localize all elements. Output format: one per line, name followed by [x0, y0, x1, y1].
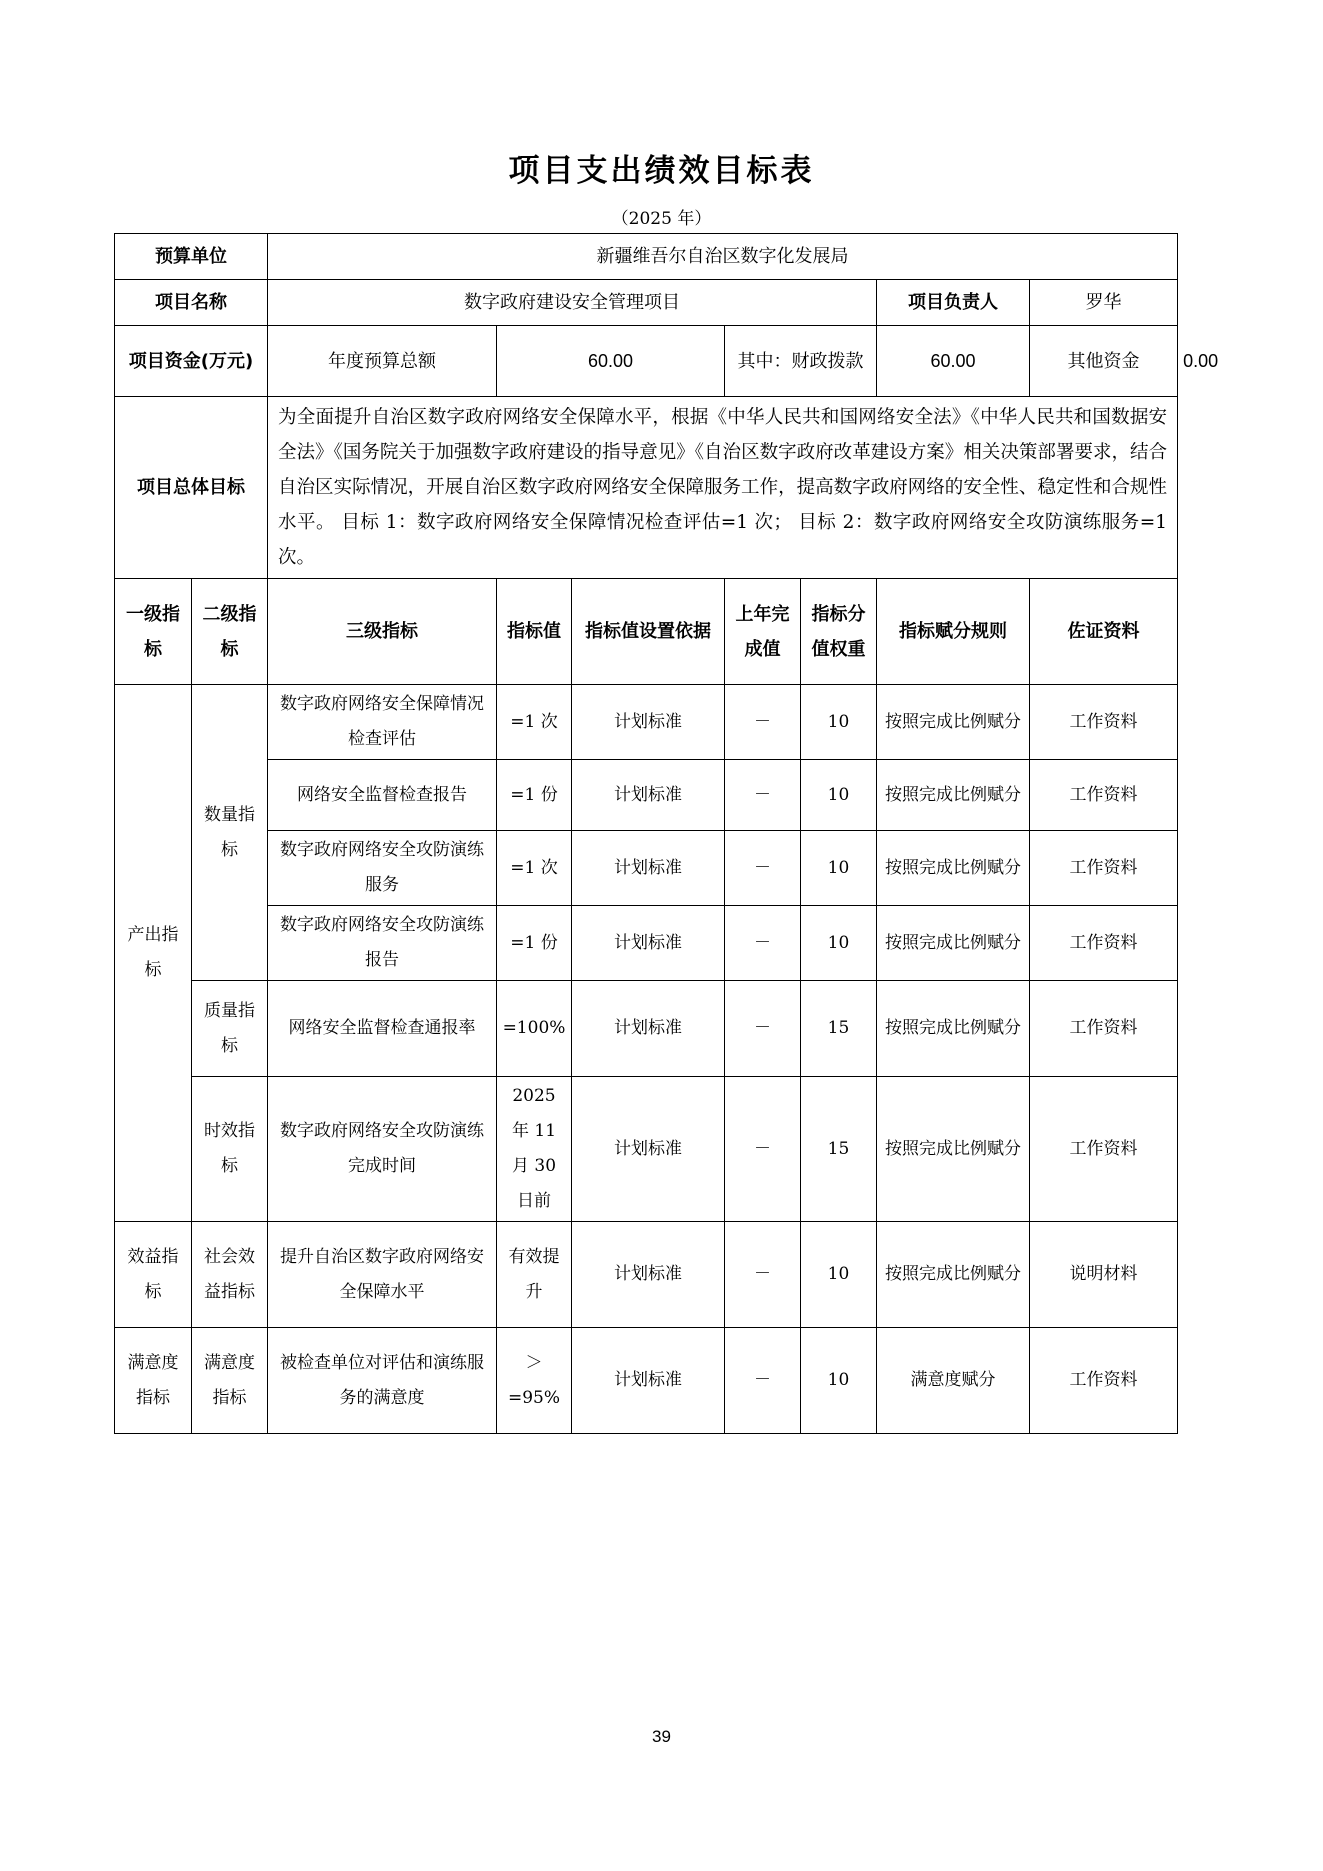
row-evidence: 说明材料 [1030, 1222, 1178, 1328]
budget-unit-label: 预算单位 [115, 234, 268, 280]
row-value: 有效提升 [497, 1222, 572, 1328]
row-evidence: 工作资料 [1030, 1328, 1178, 1434]
annual-budget-value: 60.00 [497, 326, 725, 397]
row-weight: 10 [801, 1222, 877, 1328]
row-prev: － [725, 831, 801, 906]
row-evidence: 工作资料 [1030, 685, 1178, 760]
row-prev: － [725, 1328, 801, 1434]
row-evidence: 工作资料 [1030, 1077, 1178, 1222]
row-basis: 计划标准 [572, 1077, 725, 1222]
row-value: =1 份 [497, 760, 572, 831]
row-basis: 计划标准 [572, 1222, 725, 1328]
row-prev: － [725, 685, 801, 760]
row-prev: － [725, 1077, 801, 1222]
row-value: 2025 年 11 月 30 日前 [497, 1077, 572, 1222]
row-basis: 计划标准 [572, 1328, 725, 1434]
project-funds-label: 项目资金(万元) [115, 326, 268, 397]
row-weight: 10 [801, 906, 877, 981]
year-subtitle: （2025 年） [611, 209, 712, 229]
row-rule: 按照完成比例赋分 [877, 1222, 1030, 1328]
col-value: 指标值 [497, 579, 572, 685]
row-indicator: 数字政府网络安全攻防演练报告 [268, 906, 497, 981]
row-rule: 按照完成比例赋分 [877, 760, 1030, 831]
annual-budget-label: 年度预算总额 [268, 326, 497, 397]
performance-target-table: 预算单位 新疆维吾尔自治区数字化发展局 项目名称 数字政府建设安全管理项目 项目负责人 罗华 项目资金(万元) 年度预算总额 60.00 其中：财政拨款 60.00 其他资金 0.00 项目总体目标 为全面提升自治区数字政府网络安全保障水平，根据《中华人民共和国网络安全法》《中华人民共和国数据安全法》《国务院关于加强数字政府建设的指导意见》《自治区数字政府改革建设方案》相关决策部署要求，结合自治区实际情况，开展自治区数字政府网络安全保障服务工作，提高数字政府网络的安全性、稳定性和合规性水平。 目标 1：数字政府网络安全保障情况检查评估=1 次； 目标 2：数字政府网络安全攻防演练服务=1 次。 一级指标 二级指标 三级指标 指标值 指标值设置依据 上年完成值 指标分值权重 指标赋分规则 佐证资料 产出指标 数量指标 数字政府网络安全保障情况检查评估 =1 次 计划标准 － 10 按照完成比例赋分 工作资料 网络安全监督检查报告 =1 份 计划标准 － 10 按照完成比例赋分 工作资料 数字政府网络安全攻防演练服务 =1 次 计划标准 － 10 按照完成比例赋分 工作资料 数字政府网络安全攻防演练报告 =1 份 计划标准 － 10 按照完成比例赋分 工作资料 质量指标 网络安全监督检查通报率 =100% 计划标准 － 15 按照完成比例赋分 工作资料 时效指标 数字政府网络安全攻防演练完成时间 2025 年 11 月 30 日前 计划标准 － 15 按照完成比例赋分 工作资料 效益指标 社会效益指标 提升自治区数字政府网络安全保障水平 有效提升 计划标准 － 10 按照完成比例赋分 说明材料 满意度指标 满意度指标 被检查单位对评估和演练服务的满意度 ＞=95% 计划标准 － 10 满意度赋分 工作资料 [114, 233, 1178, 1434]
row-prev: － [725, 760, 801, 831]
row-evidence: 工作资料 [1030, 906, 1178, 981]
col-level3: 三级指标 [268, 579, 497, 685]
row-prev: － [725, 906, 801, 981]
budget-unit-value: 新疆维吾尔自治区数字化发展局 [268, 234, 1178, 280]
row-indicator: 网络安全监督检查报告 [268, 760, 497, 831]
row-value: ＞=95% [497, 1328, 572, 1434]
col-weight: 指标分值权重 [801, 579, 877, 685]
fiscal-allocation-value: 60.00 [877, 326, 1030, 397]
row-indicator: 提升自治区数字政府网络安全保障水平 [268, 1222, 497, 1328]
project-leader-value: 罗华 [1030, 280, 1178, 326]
row-indicator: 网络安全监督检查通报率 [268, 981, 497, 1077]
group-benefit: 效益指标 [115, 1222, 192, 1328]
row-basis: 计划标准 [572, 981, 725, 1077]
col-scoring-rule: 指标赋分规则 [877, 579, 1030, 685]
group-social-benefit: 社会效益指标 [192, 1222, 268, 1328]
col-evidence: 佐证资料 [1030, 579, 1178, 685]
row-prev: － [725, 1222, 801, 1328]
project-leader-label: 项目负责人 [877, 280, 1030, 326]
row-rule: 按照完成比例赋分 [877, 831, 1030, 906]
row-evidence: 工作资料 [1030, 760, 1178, 831]
group-satisfaction-sub: 满意度指标 [192, 1328, 268, 1434]
overall-goal-label: 项目总体目标 [115, 397, 268, 579]
other-funds-label: 其他资金 [1030, 326, 1178, 397]
row-indicator: 数字政府网络安全攻防演练完成时间 [268, 1077, 497, 1222]
group-output: 产出指标 [115, 685, 192, 1222]
row-value: =1 次 [497, 831, 572, 906]
page-title: 项目支出绩效目标表 [508, 153, 815, 189]
row-indicator: 被检查单位对评估和演练服务的满意度 [268, 1328, 497, 1434]
group-satisfaction: 满意度指标 [115, 1328, 192, 1434]
row-weight: 15 [801, 981, 877, 1077]
row-prev: － [725, 981, 801, 1077]
row-value: =1 次 [497, 685, 572, 760]
row-indicator: 数字政府网络安全攻防演练服务 [268, 831, 497, 906]
row-weight: 10 [801, 760, 877, 831]
row-indicator: 数字政府网络安全保障情况检查评估 [268, 685, 497, 760]
row-evidence: 工作资料 [1030, 831, 1178, 906]
project-name-value: 数字政府建设安全管理项目 [268, 280, 877, 326]
row-weight: 10 [801, 831, 877, 906]
row-rule: 按照完成比例赋分 [877, 1077, 1030, 1222]
col-prev-year: 上年完成值 [725, 579, 801, 685]
col-level2: 二级指标 [192, 579, 268, 685]
row-value: =1 份 [497, 906, 572, 981]
row-weight: 10 [801, 1328, 877, 1434]
row-weight: 10 [801, 685, 877, 760]
row-basis: 计划标准 [572, 831, 725, 906]
row-rule: 按照完成比例赋分 [877, 685, 1030, 760]
col-basis: 指标值设置依据 [572, 579, 725, 685]
group-quality: 质量指标 [192, 981, 268, 1077]
page-number: 39 [652, 1727, 671, 1746]
row-basis: 计划标准 [572, 906, 725, 981]
row-basis: 计划标准 [572, 685, 725, 760]
fiscal-allocation-label: 其中：财政拨款 [725, 326, 877, 397]
col-level1: 一级指标 [115, 579, 192, 685]
group-timeliness: 时效指标 [192, 1077, 268, 1222]
project-name-label: 项目名称 [115, 280, 268, 326]
overall-goal-text: 为全面提升自治区数字政府网络安全保障水平，根据《中华人民共和国网络安全法》《中华人民共和国数据安全法》《国务院关于加强数字政府建设的指导意见》《自治区数字政府改革建设方案》相关决策部署要求，结合自治区实际情况，开展自治区数字政府网络安全保障服务工作，提高数字政府网络的安全性、稳定性和合规性水平。 目标 1：数字政府网络安全保障情况检查评估=1 次； 目标 2：数字政府网络安全攻防演练服务=1 次。 [268, 397, 1178, 579]
group-quantity: 数量指标 [192, 685, 268, 981]
row-rule: 按照完成比例赋分 [877, 906, 1030, 981]
row-rule: 按照完成比例赋分 [877, 981, 1030, 1077]
row-value: =100% [497, 981, 572, 1077]
row-evidence: 工作资料 [1030, 981, 1178, 1077]
row-basis: 计划标准 [572, 760, 725, 831]
row-weight: 15 [801, 1077, 877, 1222]
row-rule: 满意度赋分 [877, 1328, 1030, 1434]
